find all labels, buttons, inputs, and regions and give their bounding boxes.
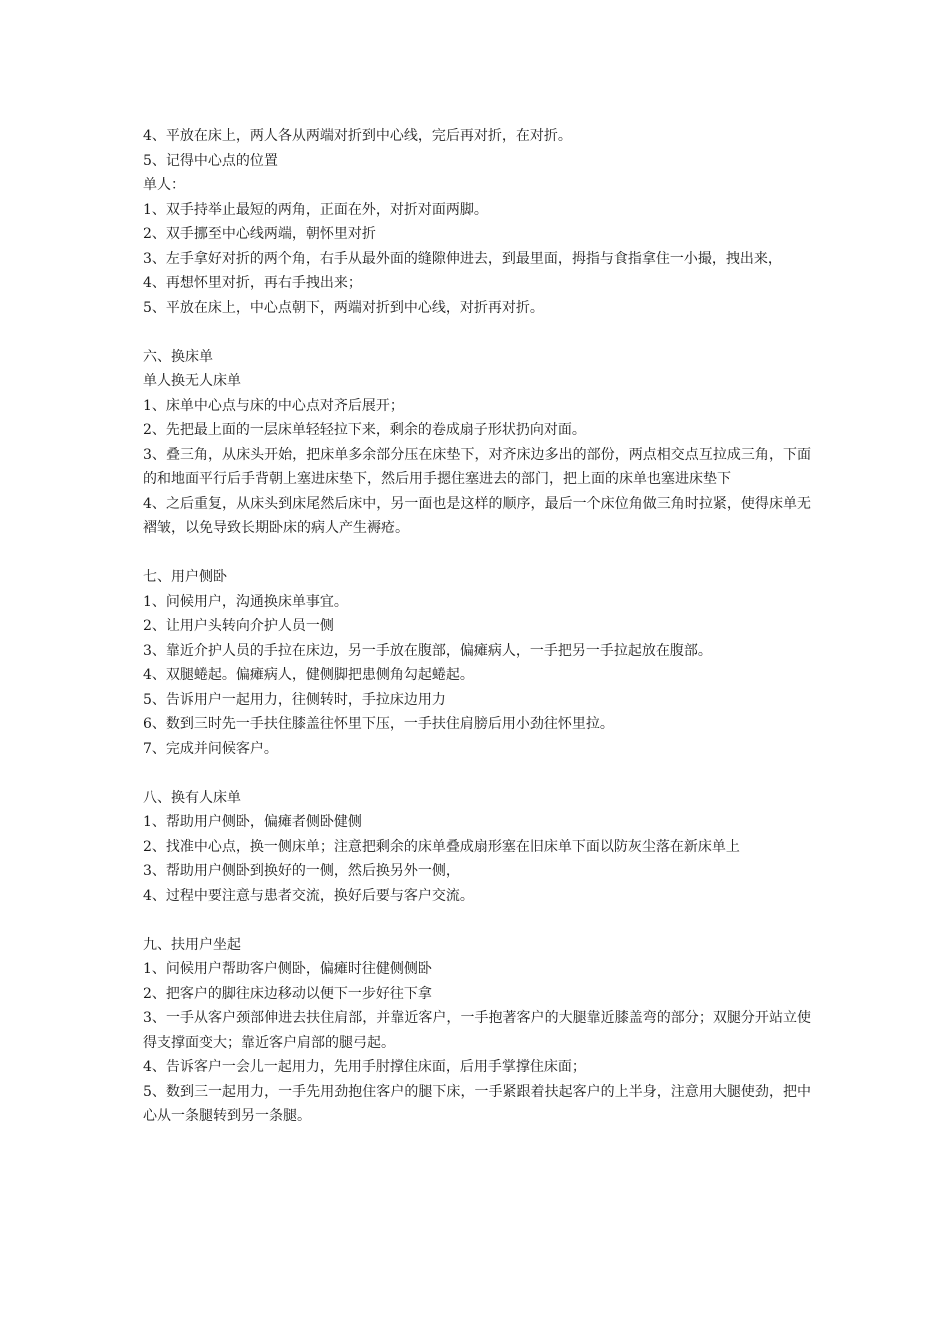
blank-line	[143, 761, 811, 786]
paragraph: 2、把客户的脚往床边移动以便下一步好往下拿	[143, 985, 432, 1002]
paragraph: 7、完成并问候客户。	[143, 740, 278, 757]
document-page	[143, 124, 811, 1129]
blank-line	[143, 541, 811, 566]
paragraph: 5、数到三一起用力，一手先用劲抱住客户的腿下床，一手紧跟着扶起客户的上半身，注意用大腿使劲，把中心从一条腿转到另一条腿。	[143, 1083, 811, 1124]
paragraph: 1、问候用户帮助客户侧卧，偏瘫时往健侧侧卧	[143, 961, 432, 977]
paragraph: 5、平放在床上，中心点朝下，两端对折到中心线，对折再对折。	[143, 299, 544, 316]
paragraph: 4、平放在床上，两人各从两端对折到中心线，完后再对折，在对折。	[143, 128, 572, 144]
paragraph: 4、双腿蜷起。偏瘫病人，健侧脚把患侧角勾起蜷起。	[143, 667, 474, 683]
section-change-sheet	[143, 345, 811, 541]
paragraph: 2、双手挪至中心线两端，朝怀里对折	[143, 226, 376, 242]
paragraph: 3、左手拿好对折的两个角，右手从最外面的缝隙伸进去，到最里面，拇指与食指拿住一小撮，拽出来，	[143, 250, 782, 267]
paragraph: 4、再想怀里对折，再右手拽出来；	[143, 275, 362, 291]
section-title: 七、用户侧卧	[143, 569, 227, 585]
blank-line	[143, 908, 811, 933]
paragraph: 4、之后重复，从床头到床尾然后床中，另一面也是这样的顺序，最后一个床位角做三角时拉紧，使得床单无褶皱，以免导致长期卧床的病人产生褥疮。	[143, 495, 811, 536]
section-sit-up	[143, 933, 811, 1129]
paragraph: 5、记得中心点的位置	[143, 152, 278, 169]
paragraph: 3、叠三角，从床头开始，把床单多余部分压在床垫下，对齐床边多出的部份，两点相交点互拉成三角，下面的和地面平行后手背朝上塞进床垫下，然后用手摁住塞进去的部门，把上面的床单也塞进床垫下	[143, 446, 811, 487]
paragraph: 单人换无人床单	[143, 373, 241, 389]
folding-steps-block	[143, 124, 811, 320]
paragraph: 3、靠近介护人员的手拉在床边，另一手放在腹部，偏瘫病人，一手把另一手拉起放在腹部。	[143, 642, 712, 659]
paragraph: 1、双手持举止最短的两角，正面在外，对折对面两脚。	[143, 201, 488, 218]
section-occupied-bed	[143, 786, 811, 909]
paragraph: 5、告诉用户一起用力，往侧转时，手拉床边用力	[143, 691, 446, 708]
paragraph: 1、帮助用户侧卧，偏瘫者侧卧健侧	[143, 814, 362, 830]
paragraph: 4、过程中要注意与患者交流，换好后要与客户交流。	[143, 887, 474, 904]
paragraph: 3、帮助用户侧卧到换好的一侧，然后换另外一侧，	[143, 863, 460, 879]
paragraph: 4、告诉客户一会儿一起用力，先用手肘撑住床面，后用手掌撑住床面；	[143, 1059, 586, 1075]
paragraph: 2、让用户头转向介护人员一侧	[143, 618, 334, 634]
paragraph: 单人：	[143, 177, 185, 193]
paragraph: 1、问候用户，沟通换床单事宜。	[143, 593, 348, 610]
paragraph: 1、床单中心点与床的中心点对齐后展开；	[143, 397, 404, 414]
paragraph: 6、数到三时先一手扶住膝盖往怀里下压，一手扶住肩膀后用小劲往怀里拉。	[143, 716, 614, 732]
section-title: 九、扶用户坐起	[143, 936, 241, 953]
paragraph: 2、先把最上面的一层床单轻轻拉下来，剩余的卷成扇子形状扔向对面。	[143, 422, 586, 438]
section-title: 六、换床单	[143, 348, 213, 365]
section-side-lying	[143, 565, 811, 761]
section-title: 八、换有人床单	[143, 789, 241, 806]
blank-line	[143, 320, 811, 345]
paragraph: 2、找准中心点，换一侧床单；注意把剩余的床单叠成扇形塞在旧床单下面以防灰尘落在新床单上	[143, 838, 740, 855]
paragraph: 3、一手从客户颈部伸进去扶住肩部，并靠近客户，一手抱著客户的大腿靠近膝盖弯的部分；双腿分开站立使得支撑面变大；靠近客户肩部的腿弓起。	[143, 1010, 811, 1051]
